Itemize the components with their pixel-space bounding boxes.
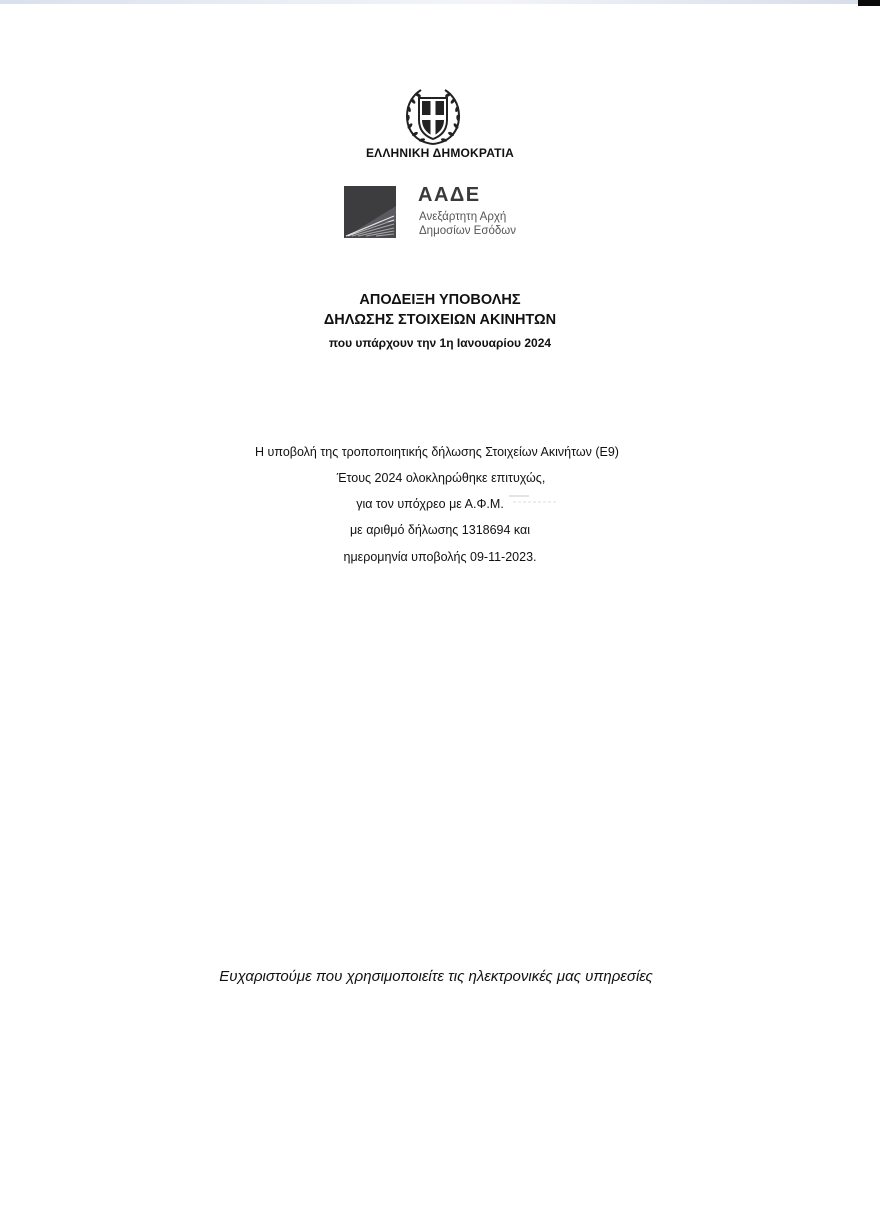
body-line-1: Η υποβολή της τροποποιητικής δήλωσης Στοιχείων Ακινήτων (Ε9) — [255, 445, 619, 459]
body-line-5: ημερομηνία υποβολής 09-11-2023. — [343, 550, 537, 564]
body-line-3: για τον υπόχρεο με Α.Φ.Μ. — [356, 497, 504, 511]
aade-logo-icon — [344, 186, 396, 238]
body-line-2: Έτους 2024 ολοκληρώθηκε επιτυχώς, — [336, 471, 546, 485]
redacted-afm-mark — [507, 494, 559, 504]
thank-you-message: Ευχαριστούμε που χρησιμοποιείτε τις ηλεκτρονικές μας υπηρεσίες — [219, 968, 653, 985]
republic-title: ΕΛΛΗΝΙΚΗ ΔΗΜΟΚΡΑΤΙΑ — [365, 146, 515, 160]
agency-subtitle-line1: Ανεξάρτητη Αρχή — [419, 211, 507, 223]
document-title-line2: ΔΗΛΩΣΗΣ ΣΤΟΙΧΕΙΩΝ ΑΚΙΝΗΤΩΝ — [323, 312, 557, 328]
body-line-4: με αριθμό δήλωσης 1318694 και — [349, 523, 531, 537]
agency-subtitle-line2: Δημοσίων Εσόδων — [419, 225, 516, 237]
scan-corner-mark — [858, 0, 880, 6]
greek-coat-of-arms-icon — [401, 86, 465, 148]
document-title-line1: ΑΠΟΔΕΙΞΗ ΥΠΟΒΟΛΗΣ — [359, 292, 521, 308]
agency-name: ΑΑΔΕ — [418, 184, 481, 206]
document-subtitle: που υπάρχουν την 1η Ιανουαρίου 2024 — [328, 336, 552, 350]
scan-top-edge — [0, 0, 880, 4]
